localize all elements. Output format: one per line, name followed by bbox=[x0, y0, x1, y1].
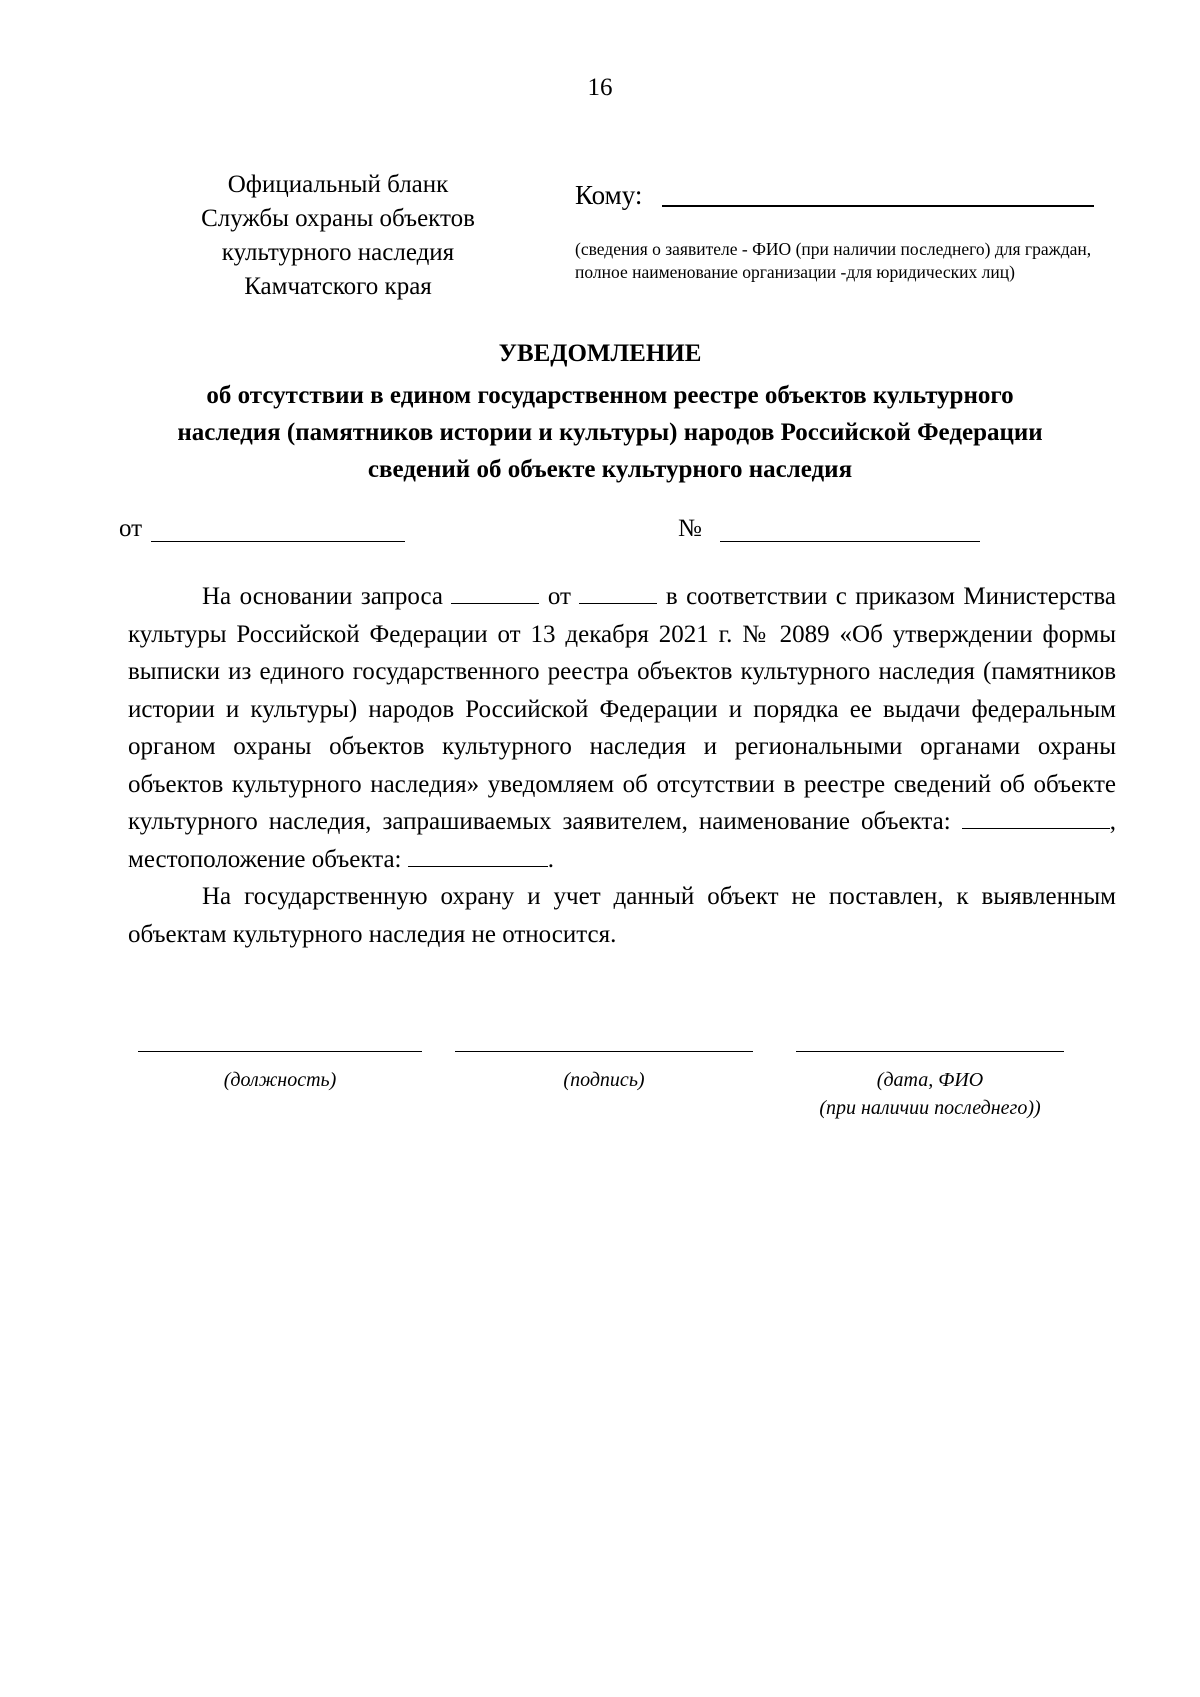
subtitle-line: об отсутствии в едином государственном реестре объектов культурного bbox=[206, 382, 1014, 409]
date-field-line[interactable] bbox=[151, 541, 405, 542]
date-name-caption-line: (при наличии последнего)) bbox=[819, 1097, 1041, 1119]
date-name-signature-line[interactable] bbox=[796, 1051, 1064, 1052]
date-name-caption-line: (дата, ФИО bbox=[876, 1069, 984, 1091]
recipient-hint: (сведения о заявителе - ФИО (при наличии последнего) для граждан, полное наименование организации -для юридических лиц) bbox=[575, 239, 1092, 282]
document-body bbox=[128, 578, 1116, 953]
date-from-label: от bbox=[119, 515, 143, 542]
letterhead-line: Камчатского края bbox=[244, 273, 432, 300]
number-label: № bbox=[678, 515, 702, 542]
recipient-field-line[interactable] bbox=[662, 205, 1094, 207]
document-title: УВЕДОМЛЕНИЕ bbox=[498, 340, 702, 367]
object-name-field-line[interactable] bbox=[962, 806, 1110, 829]
body-text-fragment: от bbox=[547, 583, 571, 610]
object-location-field-line[interactable] bbox=[408, 844, 548, 867]
body-text-fragment: , местоположение объекта: bbox=[128, 808, 1116, 873]
letterhead-line: Официальный бланк bbox=[227, 171, 449, 198]
body-text-fragment: в соответствии с приказом Министерства культуры Российской Федерации от 13 декабря 2021 г. № 2089 «Об утверждении формы выписки из единого государственного реестра объектов культурного наследия (памятников истории и культуры) народов Российской Федерации и порядка ее выдачи федеральным органом охраны объектов культурного наследия и региональными органами охраны объектов культурного наследия» уведомляем об отсутствии в реестре сведений об объекте культурного наследия, запрашиваемых заявителем, наименование объекта: bbox=[128, 583, 1116, 835]
letterhead bbox=[158, 168, 518, 304]
recipient-label: Кому: bbox=[575, 180, 643, 210]
letterhead-line: культурного наследия bbox=[221, 239, 455, 266]
subtitle-line: сведений об объекте культурного наследия bbox=[367, 456, 853, 483]
date-name-caption bbox=[770, 1066, 1090, 1122]
body-text-fragment: На основании запроса bbox=[202, 583, 443, 610]
letterhead-line: Службы охраны объектов bbox=[201, 205, 475, 232]
number-field-line[interactable] bbox=[720, 541, 980, 542]
position-caption: (должность) bbox=[223, 1069, 337, 1091]
signature-line[interactable] bbox=[455, 1051, 753, 1052]
body-paragraph: На государственную охрану и учет данный объект не поставлен, к выявленным объектам культурного наследия не относится. bbox=[128, 883, 1116, 948]
request-date-field-line[interactable] bbox=[579, 581, 657, 604]
body-text-fragment: . bbox=[547, 845, 554, 873]
document-subtitle bbox=[110, 377, 1110, 488]
request-field-line[interactable] bbox=[451, 581, 539, 604]
page-number: 16 bbox=[587, 74, 613, 101]
signature-caption: (подпись) bbox=[563, 1069, 645, 1091]
subtitle-line: наследия (памятников истории и культуры) народов Российской Федерации bbox=[177, 419, 1043, 446]
body-paragraph bbox=[128, 578, 1116, 878]
position-signature-line[interactable] bbox=[138, 1051, 422, 1052]
